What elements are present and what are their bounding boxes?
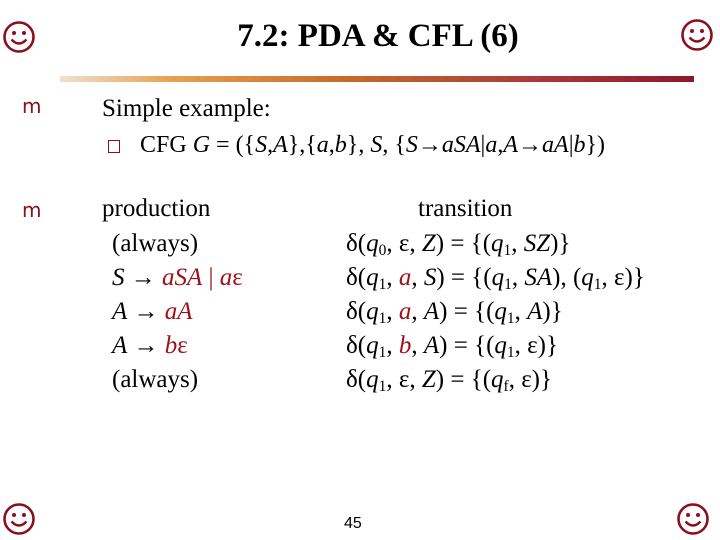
smiley-face-icon [2, 502, 36, 536]
transition-row: $\delta(q_1$, a, $A) = \{(q_1$, A)} [346, 298, 563, 327]
bullet-icon: m [22, 198, 42, 222]
smiley-face-icon [676, 502, 710, 536]
transition-row: $\delta(q_0$, ε, $Z) = \{(q_1$, SZ)} [346, 230, 571, 259]
transition-header: transition [418, 195, 513, 222]
production-always-top: (always) [112, 230, 199, 257]
bullet-icon: m [22, 94, 42, 118]
transition-row: $\delta(q_1$, b, $A) = \{(q_1$, ε)} [346, 332, 558, 361]
sub-bullet-square-icon [108, 140, 120, 153]
production-always-bottom: (always) [112, 366, 199, 393]
production-rule-a-aa: A → aA [112, 298, 193, 325]
bullet-simple-example: Simple example: [102, 95, 271, 122]
page-number: 45 [344, 515, 362, 532]
slide-title: 7.2: PDA & CFL (6) [237, 18, 519, 54]
transition-row: $\delta(q_1$, ε, $Z) = \{(q_f$, ε)} [346, 366, 553, 395]
cfg-definition: CFG G = ({S,A},{a,b}, S, {S→aSA|a,A→aA|b}) [140, 132, 606, 158]
production-rule-s: S → aSA | aε [112, 264, 243, 291]
transition-row: $\delta(q_1$, a, $S) = \{(q_1$, SA), ($q_1$, ε)} [346, 264, 645, 293]
production-rule-a-b: A → bε [112, 332, 188, 359]
production-header: production [102, 195, 211, 222]
title-underline [60, 76, 694, 82]
